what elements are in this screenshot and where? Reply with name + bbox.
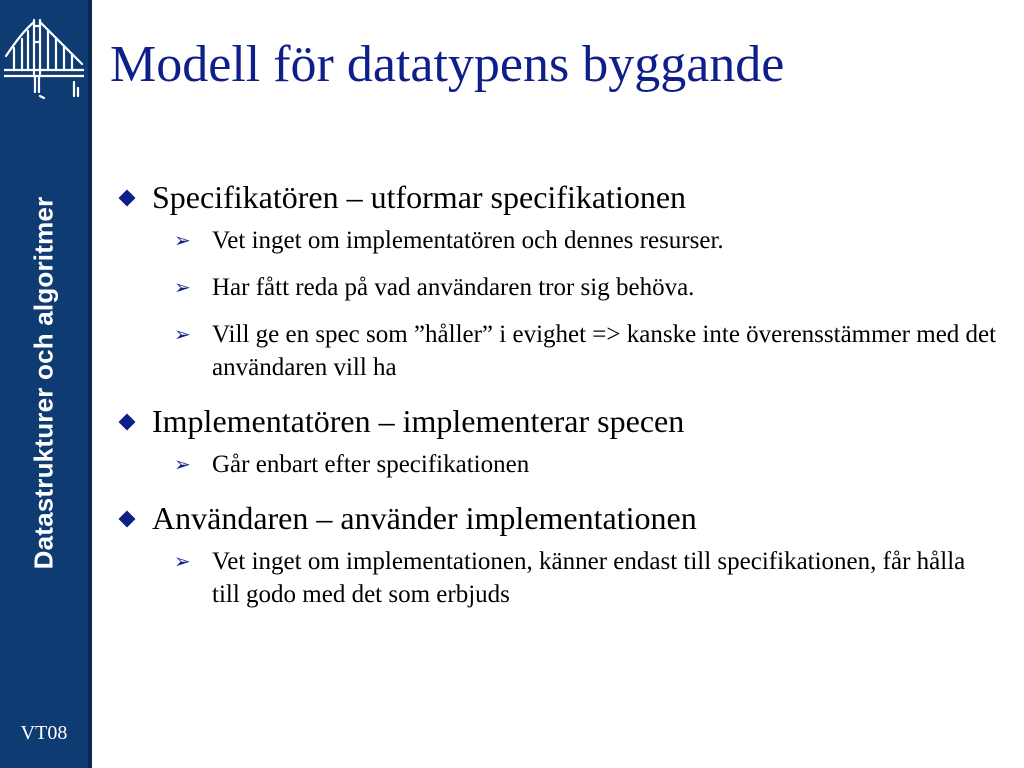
- sidebar: [0, 0, 92, 768]
- bullet-text: Användaren – använder implementationen: [152, 500, 697, 536]
- bullet-level2: [118, 318, 998, 384]
- bullet-level2: [118, 224, 998, 257]
- bullet-text: Vill ge en spec som ”håller” i evighet => kanske inte överensstämmer med det användaren vill ha: [212, 321, 997, 381]
- bullet-level1: [118, 178, 998, 216]
- slide-title: Modell för datatypens byggande: [110, 36, 785, 93]
- bullet-text: Implementatören – implementerar specen: [152, 403, 685, 439]
- bullet-text: Specifikatören – utformar specifikationen: [152, 179, 687, 215]
- bullet-text: Vet inget om implementationen, känner endast till specifikationen, får hålla till godo med det som erbjuds: [212, 548, 966, 608]
- diamond-bullet-icon: [119, 190, 136, 207]
- bullet-level1: [118, 499, 998, 537]
- bullet-level1: [118, 402, 998, 440]
- arrow-bullet-icon: ➢: [174, 322, 191, 346]
- arrow-bullet-icon: ➢: [174, 549, 191, 573]
- arrow-bullet-icon: ➢: [174, 452, 191, 476]
- bullet-text: Vet inget om implementatören och dennes resurser.: [212, 227, 724, 254]
- bullet-level2: [118, 545, 998, 611]
- bullet-level2: [118, 271, 998, 304]
- arrow-bullet-icon: ➢: [174, 275, 191, 299]
- bridge-icon: [4, 12, 84, 102]
- arrow-bullet-icon: ➢: [174, 228, 191, 252]
- course-title: Datastrukturer och algoritmer: [28, 196, 59, 570]
- bullet-text: Har fått reda på vad användaren tror sig behöva.: [212, 274, 695, 301]
- term-label: VT08: [20, 722, 68, 744]
- diamond-bullet-icon: [119, 414, 136, 431]
- bullet-level2: [118, 448, 998, 481]
- diamond-bullet-icon: [119, 511, 136, 528]
- bullet-text: Går enbart efter specifikationen: [212, 451, 530, 478]
- slide-content: [118, 178, 998, 625]
